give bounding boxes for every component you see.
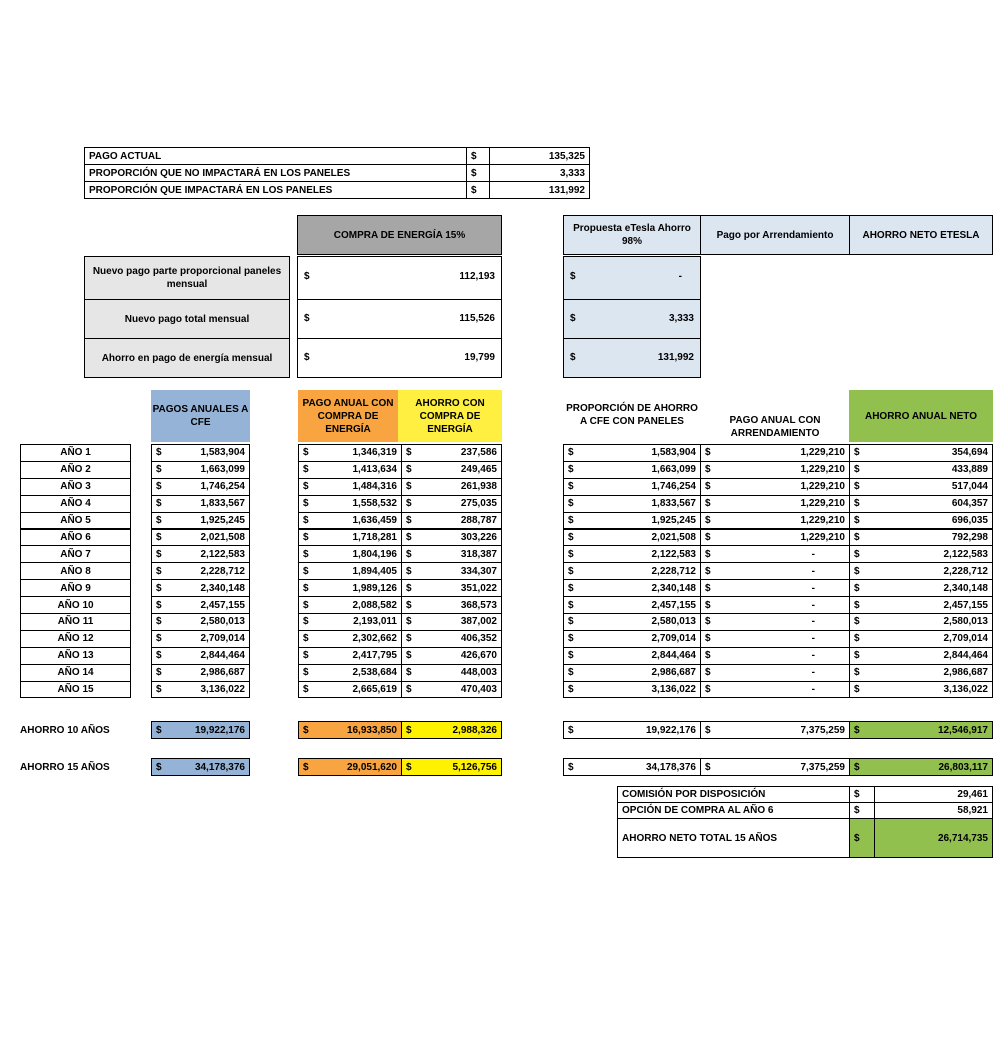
- currency: $: [849, 495, 872, 513]
- neto-value: 2,228,712: [872, 562, 993, 580]
- ahorro-compra-value: 261,938: [424, 478, 502, 496]
- year-label: AÑO 10: [20, 596, 131, 614]
- currency: $: [151, 495, 174, 513]
- currency: $: [401, 579, 424, 597]
- arrendamiento-header: Pago por Arrendamiento: [700, 215, 850, 255]
- currency: $: [849, 444, 872, 462]
- currency: $: [401, 478, 424, 496]
- currency: $: [401, 630, 424, 648]
- currency: $: [849, 681, 872, 699]
- ahorro-compra-value: 387,002: [424, 613, 502, 631]
- currency: $: [401, 681, 424, 699]
- neto-value: 354,694: [872, 444, 993, 462]
- arrendamiento-value: 1,229,210: [723, 529, 850, 547]
- ahorro-compra-value: 288,787: [424, 512, 502, 530]
- currency: $: [151, 721, 174, 739]
- currency: $: [401, 529, 424, 547]
- header-arrendamiento: PAGO ANUAL CON ARRENDAMIENTO: [729, 415, 821, 439]
- final-label: AHORRO NETO TOTAL 15 AÑOS: [617, 818, 850, 858]
- currency: $: [401, 512, 424, 530]
- pago-anual-value: 2,538,684: [321, 664, 402, 682]
- ahorro-compra-value: 249,465: [424, 461, 502, 479]
- currency: $: [849, 579, 872, 597]
- currency: $: [151, 478, 174, 496]
- ahorro-compra-value: 470,403: [424, 681, 502, 699]
- pagos-value: 2,986,687: [174, 664, 250, 682]
- currency: $: [700, 495, 723, 513]
- arrendamiento-value: 1,229,210: [723, 512, 850, 530]
- neto-value: 433,889: [872, 461, 993, 479]
- pagos-value: 2,844,464: [174, 647, 250, 665]
- propuesta-header: Propuesta eTesla Ahorro 98%: [563, 215, 701, 255]
- pago-anual-value: 2,193,011: [321, 613, 402, 631]
- proporcion-value: 1,833,567: [586, 495, 701, 513]
- summary-label: PROPORCIÓN QUE NO IMPACTARÁ EN LOS PANELES: [84, 164, 467, 182]
- currency: $: [563, 596, 586, 614]
- currency: $: [298, 579, 321, 597]
- arrendamiento-value: -: [723, 630, 850, 648]
- summary-value: 3,333: [489, 164, 590, 182]
- pagos-value: 2,709,014: [174, 630, 250, 648]
- proporcion-value: 2,457,155: [586, 596, 701, 614]
- final-value: 26,714,735: [874, 818, 993, 858]
- neto-value: 2,457,155: [872, 596, 993, 614]
- currency: $: [700, 579, 723, 597]
- currency: $: [466, 181, 490, 199]
- currency: $: [563, 681, 586, 699]
- proporcion-value: 2,021,508: [586, 529, 701, 547]
- proporcion-value: 1,583,904: [586, 444, 701, 462]
- currency: $: [700, 461, 723, 479]
- pago-anual-value: 1,804,196: [321, 545, 402, 563]
- neto-value: 3,136,022: [872, 681, 993, 699]
- total-label: AHORRO 10 AÑOS: [20, 724, 110, 736]
- currency: $: [298, 630, 321, 648]
- final-label: COMISIÓN POR DISPOSICIÓN: [617, 786, 850, 803]
- currency: $: [151, 681, 174, 699]
- currency: $: [563, 630, 586, 648]
- pagos-value: 1,833,567: [174, 495, 250, 513]
- arrendamiento-value: -: [723, 596, 850, 614]
- currency: $: [298, 664, 321, 682]
- currency: $: [401, 495, 424, 513]
- arrendamiento-value: -: [723, 681, 850, 699]
- arrendamiento-value: -: [723, 545, 850, 563]
- currency: $: [304, 271, 310, 282]
- monthly-label: Nuevo pago parte proporcional paneles mensual: [84, 256, 290, 300]
- currency: $: [570, 313, 576, 324]
- currency: $: [151, 529, 174, 547]
- currency: $: [700, 758, 723, 776]
- compra-cell: [297, 299, 502, 339]
- currency: $: [563, 613, 586, 631]
- year-label: AÑO 14: [20, 664, 131, 682]
- currency: $: [466, 147, 490, 165]
- currency: $: [151, 545, 174, 563]
- currency: $: [298, 721, 321, 739]
- currency: $: [700, 545, 723, 563]
- pago-anual-value: 1,894,405: [321, 562, 402, 580]
- currency: $: [700, 512, 723, 530]
- neto-value: 2,709,014: [872, 630, 993, 648]
- arrendamiento-value: 1,229,210: [723, 478, 850, 496]
- currency: $: [151, 579, 174, 597]
- proporcion-value: 3,136,022: [586, 681, 701, 699]
- currency: $: [401, 613, 424, 631]
- header-pago-anual: PAGO ANUAL CON COMPRA DE ENERGÍA: [298, 390, 398, 442]
- total-ahorro-compra-value: 2,988,326: [424, 721, 502, 739]
- monthly-label: Nuevo pago total mensual: [84, 299, 290, 339]
- pagos-value: 2,457,155: [174, 596, 250, 614]
- arrendamiento-value: 1,229,210: [723, 495, 850, 513]
- proporcion-value: 2,122,583: [586, 545, 701, 563]
- total-pago-anual-value: 16,933,850: [321, 721, 402, 739]
- total-arrendamiento-value: 7,375,259: [723, 721, 850, 739]
- ahorro-compra-value: 237,586: [424, 444, 502, 462]
- proporcion-value: 1,925,245: [586, 512, 701, 530]
- currency: $: [700, 630, 723, 648]
- neto-value: 696,035: [872, 512, 993, 530]
- currency: $: [849, 512, 872, 530]
- currency: $: [401, 647, 424, 665]
- currency: $: [298, 529, 321, 547]
- currency: $: [563, 495, 586, 513]
- ahorro-compra-value: 303,226: [424, 529, 502, 547]
- monthly-label: Ahorro en pago de energía mensual: [84, 338, 290, 378]
- proporcion-value: 2,340,148: [586, 579, 701, 597]
- summary-value: 131,992: [489, 181, 590, 199]
- arrendamiento-value: -: [723, 579, 850, 597]
- currency: $: [298, 512, 321, 530]
- pagos-value: 2,340,148: [174, 579, 250, 597]
- final-value: 58,921: [874, 802, 993, 819]
- currency: $: [298, 647, 321, 665]
- year-label: AÑO 11: [20, 613, 131, 631]
- currency: $: [304, 313, 310, 324]
- currency: $: [700, 613, 723, 631]
- pagos-value: 2,228,712: [174, 562, 250, 580]
- pago-anual-value: 1,636,459: [321, 512, 402, 530]
- pago-anual-value: 2,302,662: [321, 630, 402, 648]
- currency: $: [151, 664, 174, 682]
- currency: $: [570, 271, 576, 282]
- currency: $: [151, 596, 174, 614]
- currency: $: [563, 664, 586, 682]
- ahorro-compra-value: 368,573: [424, 596, 502, 614]
- currency: $: [849, 613, 872, 631]
- currency: $: [563, 562, 586, 580]
- compra-header: COMPRA DE ENERGÍA 15%: [297, 215, 502, 255]
- total-pagos-value: 34,178,376: [174, 758, 250, 776]
- currency: $: [401, 758, 424, 776]
- currency: $: [563, 444, 586, 462]
- currency: $: [563, 512, 586, 530]
- currency: $: [298, 478, 321, 496]
- pago-anual-value: 1,484,316: [321, 478, 402, 496]
- currency: $: [151, 647, 174, 665]
- currency: $: [563, 647, 586, 665]
- pagos-value: 1,746,254: [174, 478, 250, 496]
- year-label: AÑO 9: [20, 579, 131, 597]
- year-label: AÑO 13: [20, 647, 131, 665]
- pagos-value: 1,663,099: [174, 461, 250, 479]
- currency: $: [401, 545, 424, 563]
- currency: $: [849, 758, 872, 776]
- currency: $: [700, 444, 723, 462]
- pago-anual-value: 2,417,795: [321, 647, 402, 665]
- currency: $: [151, 613, 174, 631]
- pagos-value: 1,583,904: [174, 444, 250, 462]
- year-label: AÑO 5: [20, 512, 131, 530]
- currency: $: [849, 478, 872, 496]
- proporcion-value: 2,986,687: [586, 664, 701, 682]
- year-label: AÑO 7: [20, 545, 131, 563]
- ahorro-compra-value: 448,003: [424, 664, 502, 682]
- compra-cell: [297, 256, 502, 300]
- summary-value: 135,325: [489, 147, 590, 165]
- proporcion-value: 2,580,013: [586, 613, 701, 631]
- currency: $: [849, 529, 872, 547]
- pago-anual-value: 1,413,634: [321, 461, 402, 479]
- neto-value: 517,044: [872, 478, 993, 496]
- ahorro-compra-value: 426,670: [424, 647, 502, 665]
- currency: $: [151, 512, 174, 530]
- proporcion-value: 2,844,464: [586, 647, 701, 665]
- currency: $: [849, 818, 875, 858]
- summary-label: PROPORCIÓN QUE IMPACTARÁ EN LOS PANELES: [84, 181, 467, 199]
- ahorro-compra-value: 351,022: [424, 579, 502, 597]
- currency: $: [563, 545, 586, 563]
- currency: $: [298, 444, 321, 462]
- currency: $: [401, 596, 424, 614]
- currency: $: [849, 545, 872, 563]
- pagos-value: 2,122,583: [174, 545, 250, 563]
- currency: $: [401, 664, 424, 682]
- ahorro-compra-value: 318,387: [424, 545, 502, 563]
- header-neto: AHORRO ANUAL NETO: [849, 390, 993, 442]
- currency: $: [849, 562, 872, 580]
- propuesta-cell: [563, 256, 701, 300]
- currency: $: [700, 647, 723, 665]
- compra-value: 19,799: [464, 352, 495, 363]
- currency: $: [401, 721, 424, 739]
- pagos-value: 1,925,245: [174, 512, 250, 530]
- currency: $: [304, 352, 310, 363]
- currency: $: [298, 596, 321, 614]
- arrendamiento-value: 1,229,210: [723, 444, 850, 462]
- currency: $: [849, 596, 872, 614]
- final-value: 29,461: [874, 786, 993, 803]
- currency: $: [700, 529, 723, 547]
- arrendamiento-value: 1,229,210: [723, 461, 850, 479]
- currency: $: [151, 444, 174, 462]
- currency: $: [849, 721, 872, 739]
- propuesta-value: 3,333: [668, 313, 694, 324]
- compra-value: 115,526: [459, 313, 495, 324]
- year-label: AÑO 12: [20, 630, 131, 648]
- currency: $: [298, 545, 321, 563]
- currency: $: [700, 664, 723, 682]
- currency: $: [298, 562, 321, 580]
- year-label: AÑO 8: [20, 562, 131, 580]
- neto-value: 604,357: [872, 495, 993, 513]
- header-ahorro-compra: AHORRO CON COMPRA DE ENERGÍA: [398, 390, 502, 442]
- ahorro-compra-value: 334,307: [424, 562, 502, 580]
- total-neto-value: 12,546,917: [872, 721, 993, 739]
- compra-cell: [297, 338, 502, 378]
- propuesta-value: 131,992: [657, 352, 694, 363]
- compra-value: 112,193: [459, 271, 495, 282]
- year-label: AÑO 2: [20, 461, 131, 479]
- currency: $: [466, 164, 490, 182]
- currency: $: [849, 461, 872, 479]
- neto-value: 2,340,148: [872, 579, 993, 597]
- pago-anual-value: 1,558,532: [321, 495, 402, 513]
- currency: $: [563, 529, 586, 547]
- currency: $: [700, 721, 723, 739]
- currency: $: [700, 681, 723, 699]
- neto-value: 2,580,013: [872, 613, 993, 631]
- currency: $: [563, 721, 586, 739]
- arrendamiento-value: -: [723, 562, 850, 580]
- currency: $: [563, 478, 586, 496]
- currency: $: [298, 613, 321, 631]
- year-label: AÑO 3: [20, 478, 131, 496]
- pagos-value: 2,580,013: [174, 613, 250, 631]
- currency: $: [298, 495, 321, 513]
- currency: $: [298, 461, 321, 479]
- total-label: AHORRO 15 AÑOS: [20, 761, 110, 773]
- year-label: AÑO 4: [20, 495, 131, 513]
- proporcion-value: 1,746,254: [586, 478, 701, 496]
- currency: $: [401, 562, 424, 580]
- ahorro-compra-value: 275,035: [424, 495, 502, 513]
- currency: $: [563, 461, 586, 479]
- header-pagos: PAGOS ANUALES A CFE: [151, 390, 250, 442]
- total-neto-value: 26,803,117: [872, 758, 993, 776]
- currency: $: [849, 647, 872, 665]
- pago-anual-value: 1,989,126: [321, 579, 402, 597]
- total-proporcion-value: 34,178,376: [586, 758, 701, 776]
- neto-value: 792,298: [872, 529, 993, 547]
- neto-value: 2,844,464: [872, 647, 993, 665]
- neto-value: 2,122,583: [872, 545, 993, 563]
- arrendamiento-value: -: [723, 613, 850, 631]
- currency: $: [700, 562, 723, 580]
- header-proporcion: PROPORCIÓN DE AHORRO A CFE CON PANELES: [566, 403, 698, 427]
- total-pago-anual-value: 29,051,620: [321, 758, 402, 776]
- currency: $: [151, 758, 174, 776]
- currency: $: [401, 444, 424, 462]
- ahorro-neto-header: AHORRO NETO ETESLA: [849, 215, 993, 255]
- pagos-value: 3,136,022: [174, 681, 250, 699]
- pago-anual-value: 1,346,319: [321, 444, 402, 462]
- currency: $: [563, 758, 586, 776]
- propuesta-cell: [563, 299, 701, 339]
- proporcion-value: 1,663,099: [586, 461, 701, 479]
- pago-anual-value: 2,665,619: [321, 681, 402, 699]
- currency: $: [563, 579, 586, 597]
- pago-anual-value: 2,088,582: [321, 596, 402, 614]
- currency: $: [849, 786, 875, 803]
- arrendamiento-value: -: [723, 664, 850, 682]
- year-label: AÑO 6: [20, 529, 131, 547]
- propuesta-value: -: [678, 271, 682, 282]
- proporcion-value: 2,228,712: [586, 562, 701, 580]
- total-ahorro-compra-value: 5,126,756: [424, 758, 502, 776]
- currency: $: [700, 596, 723, 614]
- pagos-value: 2,021,508: [174, 529, 250, 547]
- currency: $: [849, 802, 875, 819]
- currency: $: [151, 461, 174, 479]
- total-pagos-value: 19,922,176: [174, 721, 250, 739]
- year-label: AÑO 1: [20, 444, 131, 462]
- currency: $: [849, 630, 872, 648]
- neto-value: 2,986,687: [872, 664, 993, 682]
- currency: $: [298, 681, 321, 699]
- pago-anual-value: 1,718,281: [321, 529, 402, 547]
- currency: $: [849, 664, 872, 682]
- currency: $: [151, 630, 174, 648]
- currency: $: [570, 352, 576, 363]
- final-label: OPCIÓN DE COMPRA AL AÑO 6: [617, 802, 850, 819]
- propuesta-cell: [563, 338, 701, 378]
- currency: $: [700, 478, 723, 496]
- currency: $: [401, 461, 424, 479]
- proporcion-value: 2,709,014: [586, 630, 701, 648]
- year-label: AÑO 15: [20, 681, 131, 699]
- currency: $: [151, 562, 174, 580]
- total-proporcion-value: 19,922,176: [586, 721, 701, 739]
- ahorro-compra-value: 406,352: [424, 630, 502, 648]
- arrendamiento-value: -: [723, 647, 850, 665]
- summary-label: PAGO ACTUAL: [84, 147, 467, 165]
- total-arrendamiento-value: 7,375,259: [723, 758, 850, 776]
- currency: $: [298, 758, 321, 776]
